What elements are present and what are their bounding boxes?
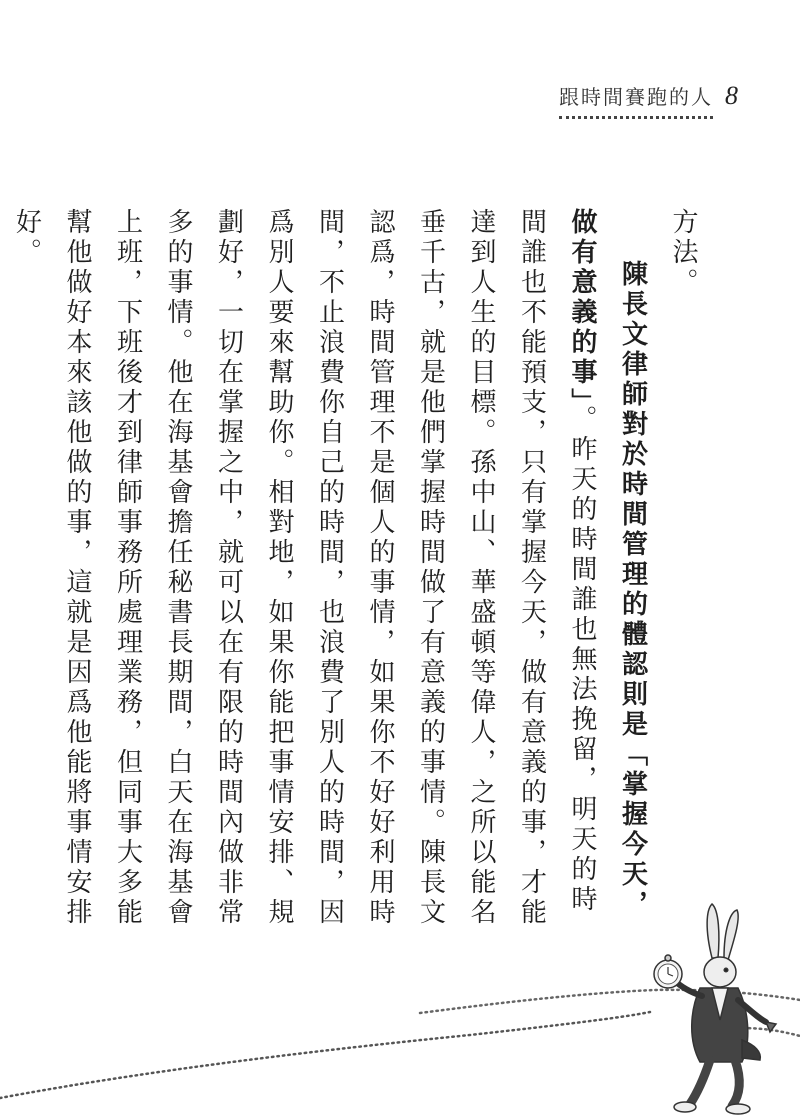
page-number: 8 bbox=[725, 81, 738, 110]
paragraph-end-fragment: 方法。 bbox=[668, 208, 698, 298]
paragraph-body: 。昨天的時間誰也無法挽留，明天的時間誰也不能預支，只有掌握今天，做有意義的事，才能達到人生的目標。孫中山、華盛頓等偉人，之所以能名垂千古，就是他們掌握時間做了有意義的事情。陳長文認爲，時間管理不是個人的事情，如果你不好好利用時間，不止浪費你自己的時間，也浪費了別人的時間，因爲別人要來幫助你。相對地，如果你能把事情安排、規劃好，一切在掌握之中，就可以在有限的時間內做非常多的事情。他在海基會擔任秘書長期間，白天在海基會上班，下班後才到律師事務所處理業務，但同事大多能幫他做好本來該他做的事，這就是因爲他能將事情安排好。 bbox=[11, 208, 597, 928]
paragraph-chen-changwen bbox=[1, 208, 658, 928]
paragraph-principles bbox=[0, 208, 1, 928]
rabbit-figure bbox=[654, 904, 776, 1114]
running-title: 跟時間賽跑的人 bbox=[559, 84, 713, 119]
vertical-body-text bbox=[0, 208, 708, 928]
bold-statement: 陳長文律師對於時間管理的體認則是「掌握今天，做有意義的事」 bbox=[567, 208, 648, 920]
page-header bbox=[559, 81, 738, 124]
dotted-curve-lower bbox=[0, 1012, 650, 1098]
rabbit-illustration bbox=[0, 900, 800, 1115]
